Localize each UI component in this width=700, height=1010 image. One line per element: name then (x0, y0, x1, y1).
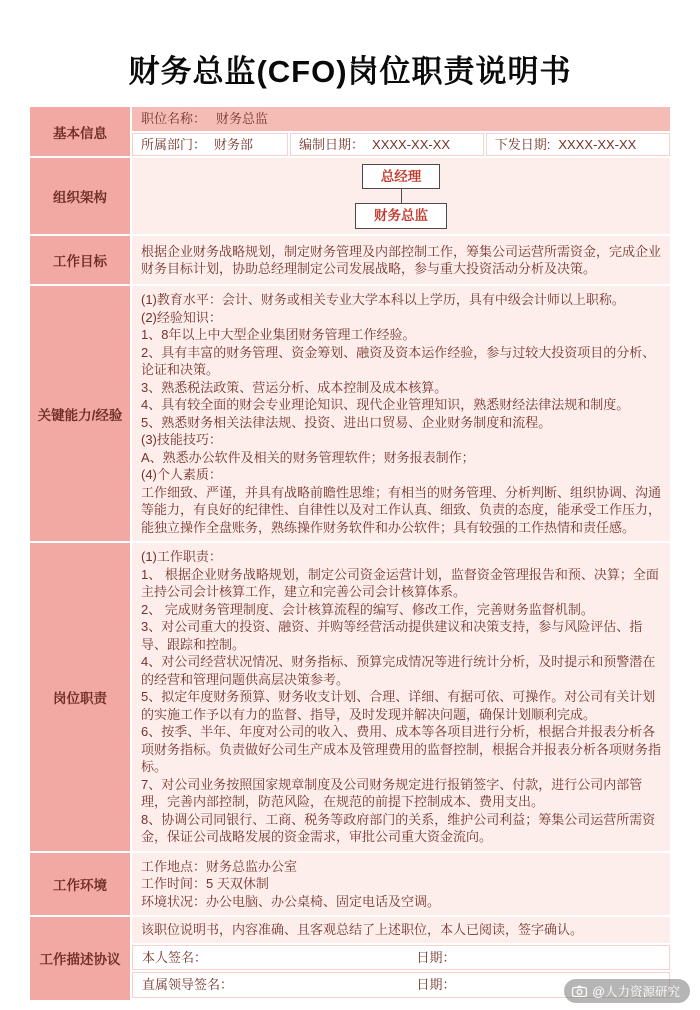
issue-date-value: XXXX-XX-XX (558, 136, 637, 152)
section-label-agreement: 工作描述协议 (30, 917, 130, 1000)
page-title: 财务总监(CFO)岗位职责说明书 (128, 54, 572, 89)
leader-date-label: 日期： (416, 977, 456, 992)
duty-item: 8、协调公司同银行、工商、税务等政府部门的关系，维护公司利益；筹集公司运营所需资金，保证公司战略发展的资金需求，审批公司重大资金流向。 (141, 811, 656, 844)
duty-item: 3、对公司重大的投资、融资、并购等经营活动提供建议和决策支持，参与风险评估、指导、跟踪和控制。 (141, 619, 643, 652)
watermark-badge (564, 979, 690, 1003)
work-goal-content (132, 236, 670, 284)
duty-item: 7、对公司业务按照国家规章制度及公司财务规定进行报销签字、付款，进行公司内部管理，完善内部控制，防范风险，在规范的前提下控制成本、费用支出。 (141, 776, 643, 809)
ability-item: A、熟悉办公软件及相关的财务管理软件；财务报表制作； (141, 449, 475, 465)
org-box-general-manager: 总经理 (362, 164, 441, 190)
duty-item: 6、按季、半年、年度对公司的收入、费用、成本等各项目进行分析，根据合并报表分析各项财务指标。负责做好公司生产成本及管理费用的监督控制，根据合并报表分析各项财务指标。 (141, 724, 662, 774)
env-item: 环境状况：办公电脑、办公桌椅、固定电话及空调。 (141, 893, 441, 909)
compile-date-cell (290, 133, 484, 157)
row-work-goal (30, 236, 670, 284)
org-box-cfo: 财务总监 (355, 203, 447, 229)
key-ability-content (132, 286, 670, 541)
work-env-content (132, 853, 670, 916)
ability-item: 1、8年以上中大型企业集团财务管理工作经验。 (141, 327, 416, 342)
row-org-structure (30, 158, 670, 234)
position-name-value: 财务总监 (216, 111, 269, 126)
work-goal-text: 根据企业财务战略规划，制定财务管理及内部控制工作，筹集公司运营所需资金，完成企业财务目标计划，协助总经理制定公司发展战略，参与重大投资活动分析及决策。 (141, 243, 662, 276)
section-label-work-goal: 工作目标 (30, 236, 130, 284)
department-label: 所属部门： (141, 136, 207, 152)
basic-info-detail-row (132, 133, 670, 157)
org-connector-line (401, 189, 402, 203)
agreement-text: 该职位说明书，内容准确、且客观总结了上述职位，本人已阅读，签字确认。 (132, 917, 670, 943)
leader-signature-label: 直属领导签名： (142, 977, 234, 992)
issue-date-cell (486, 133, 670, 157)
ability-item: 工作细致、严谨，并具有战略前瞻性思维；有相当的财务管理、分析判断、组织协调、沟通等能力，有良好的纪律性、自律性以及对工作认真、细致、负责的态度，能承受工作压力，能独立操作全盘账务，熟练操作财务软件和办公软件；具有较强的工作热情和责任感。 (141, 484, 662, 535)
row-work-env (30, 853, 670, 916)
duty-item: 2、 完成财务管理制度、会计核算流程的编写、修改工作，完善财务监督机制。 (141, 601, 594, 617)
env-item: 工作地点：财务总监办公室 (141, 858, 298, 874)
issue-date-label: 下发日期: (494, 136, 551, 152)
ability-item: 4、具有较全面的财会专业理论知识、现代企业管理知识，熟悉财经法律法规和制度。 (141, 397, 630, 412)
basic-info-content (132, 107, 670, 156)
ability-item: (4)个人素质： (141, 467, 222, 482)
self-date-label: 日期： (416, 949, 456, 965)
duty-item: 4、对公司经营状况情况、财务指标、预算完成情况等进行统计分析，及时提示和预警潜在的经营和管理问题供高层决策参考。 (141, 654, 656, 687)
department-value: 财务部 (214, 136, 254, 152)
row-basic-info (30, 107, 670, 156)
section-label-duties: 岗位职责 (30, 543, 130, 851)
org-chart (132, 158, 670, 234)
position-name-row (132, 107, 670, 131)
compile-date-label: 编制日期： (299, 136, 365, 152)
ability-item: (3)技能技巧： (141, 432, 222, 447)
row-key-ability (30, 286, 670, 541)
ability-item: (2)经验知识： (141, 309, 222, 325)
section-label-org-structure: 组织架构 (30, 158, 130, 234)
self-signature-row (132, 945, 670, 971)
camera-icon (572, 985, 587, 997)
section-label-key-ability: 关键能力/经验 (30, 286, 130, 541)
job-description-table (30, 107, 670, 1000)
watermark-text: @人力资源研究 (592, 985, 680, 999)
duty-item: 5、拟定年度财务预算、财务收支计划、合理、详细、有据可依、可操作。对公司有关计划的实施工作予以有力的监督、指导，及时发现并解决问题，确保计划顺利完成。 (141, 689, 656, 722)
row-duties (30, 543, 670, 851)
ability-item: 3、熟悉税法政策、营运分析、成本控制及成本核算。 (141, 379, 448, 395)
section-label-work-env: 工作环境 (30, 853, 130, 916)
duty-item: (1)工作职责： (141, 549, 222, 564)
ability-item: 2、具有丰富的财务管理、资金筹划、融资及资本运作经验，参与过较大投资项目的分析、论证和决策。 (141, 344, 656, 377)
ability-item: (1)教育水平：会计、财务或相关专业大学本科以上学历，具有中级会计师以上职称。 (141, 292, 625, 307)
env-item: 工作时间：5 天双休制 (141, 876, 269, 891)
ability-item: 5、熟悉财务相关法律法规、投资、进出口贸易、企业财务制度和流程。 (141, 414, 552, 430)
department-cell (132, 133, 288, 157)
position-name-label: 职位名称： (141, 111, 207, 126)
section-label-basic-info: 基本信息 (30, 107, 130, 156)
self-signature-label: 本人签名： (142, 949, 208, 965)
duties-content (132, 543, 670, 851)
duty-item: 1、 根据企业财务战略规划，制定公司资金运营计划，监督资金管理报告和预、决算；全面主持公司会计核算工作，建立和完善公司会计核算体系。 (141, 566, 659, 599)
compile-date-value: XXXX-XX-XX (372, 136, 451, 152)
